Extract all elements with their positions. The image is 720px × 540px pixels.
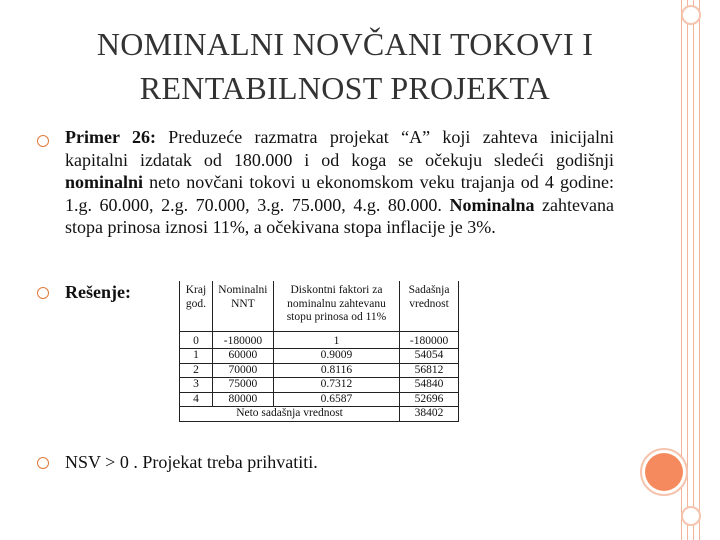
table-row — [180, 378, 459, 393]
table-cell: 54054 — [400, 349, 459, 364]
total-value: 38402 — [400, 407, 459, 422]
table-cell: 0.7312 — [273, 378, 399, 393]
table-header: Kraj god. — [180, 281, 213, 331]
table-total-row — [180, 407, 459, 422]
table-cell: 54840 — [400, 378, 459, 393]
table-row — [180, 331, 459, 349]
table-cell: 56812 — [400, 363, 459, 378]
table-cell: -180000 — [212, 331, 273, 349]
example-label: Primer 26: — [65, 127, 156, 147]
decorative-circle-bottom — [681, 506, 701, 526]
decorative-rule — [687, 0, 688, 540]
table-cell: 0 — [180, 331, 213, 349]
conclusion-text: NSV > 0 . Projekat treba prihvatiti. — [65, 452, 318, 472]
table-row — [180, 392, 459, 407]
table-header: Diskontni faktori za nominalnu zahtevanu stopu prinosa od 11% — [273, 281, 399, 331]
table-cell: 0.6587 — [273, 392, 399, 407]
table-cell: 80000 — [212, 392, 273, 407]
decorative-rule — [699, 0, 700, 540]
slide-title: NOMINALNI NOVČANI TOKOVI I RENTABILNOST PROJEKTA — [96, 26, 594, 106]
table-cell: 0.8116 — [273, 363, 399, 378]
decorative-circle-accent — [645, 453, 683, 491]
table-cell: -180000 — [400, 331, 459, 349]
table-header: Nominalni NNT — [212, 281, 273, 331]
bullet-icon — [37, 287, 49, 299]
example-paragraph — [65, 126, 614, 239]
table-cell: 70000 — [212, 363, 273, 378]
table-row — [180, 363, 459, 378]
decorative-circle-top — [681, 5, 701, 25]
table-cell: 2 — [180, 363, 213, 378]
emphasis-nominal: nominalni — [65, 172, 144, 192]
table-header: Sadašnja vrednost — [400, 281, 459, 331]
table-cell: 0.9009 — [273, 349, 399, 364]
table-cell: 1 — [180, 349, 213, 364]
example-text: neto novčani tokovi u ekonomskom veku trajanja od 4 godine: 1.g. 60.000, 2.g. 70.000, 3.g. 75.000, 4.g. 80.000. — [65, 172, 614, 215]
table-row — [180, 349, 459, 364]
bullet-icon — [37, 135, 49, 147]
table-cell: 52696 — [400, 392, 459, 407]
table-cell: 4 — [180, 392, 213, 407]
table-cell: 75000 — [212, 378, 273, 393]
solution-label: Rešenje: — [65, 282, 131, 302]
table-cell: 3 — [180, 378, 213, 393]
table-cell: 60000 — [212, 349, 273, 364]
table-cell: 1 — [273, 331, 399, 349]
example-text: zahtevana stopa prinosa iznosi 11%, a očekivana stopa inflacije je 3%. — [65, 194, 615, 237]
decorative-rule — [693, 0, 694, 540]
emphasis-nominal-rate: Nominalna — [449, 194, 535, 215]
npv-table — [179, 281, 459, 422]
bullet-icon — [37, 457, 49, 469]
total-label: Neto sadašnja vrednost — [180, 407, 400, 422]
example-text: Preduzeće razmatra projekat “A” koji zahteva inicijalni kapitalni izdatak od 180.000 i od koga se očekuju sledeći godišnji — [65, 127, 614, 170]
